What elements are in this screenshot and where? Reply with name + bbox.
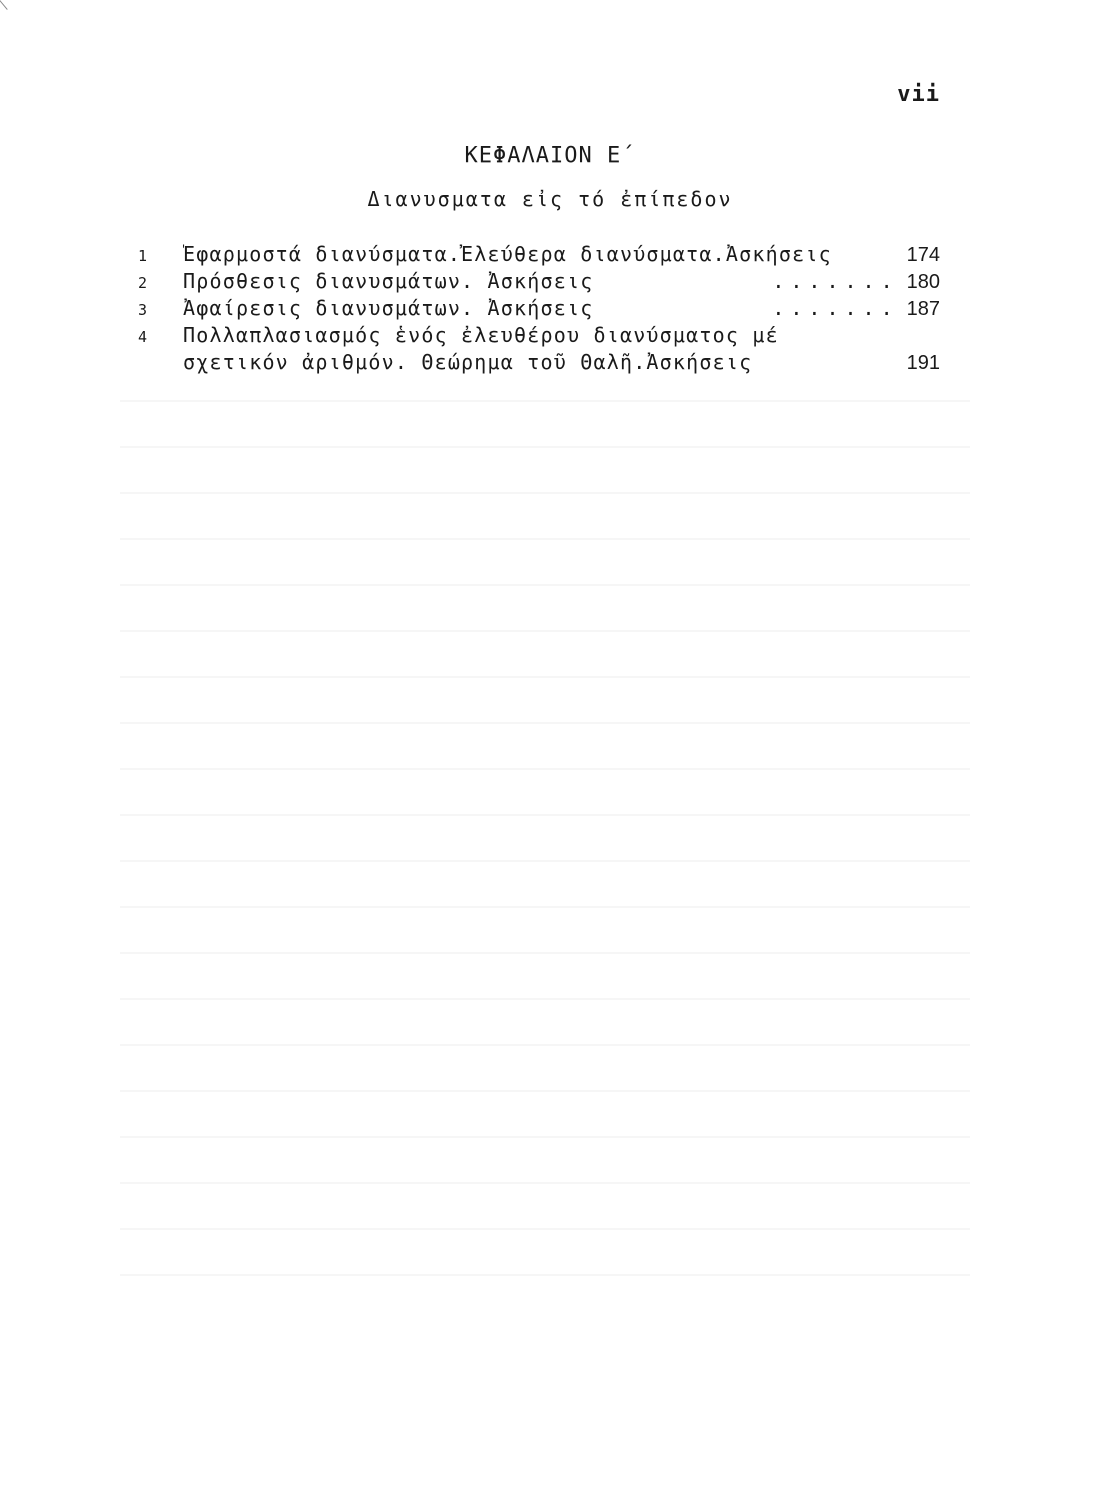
toc-entry-continuation xyxy=(138,350,940,376)
toc-entry-number: 1 xyxy=(138,247,149,265)
toc-entry-title-continuation: σχετικόν ἀριθμόν. Θεώρημα τοῦ Θαλῆ.Ἀσκήσεις xyxy=(183,350,753,374)
toc-entry-title: Ἀφαίρεσις διανυσμάτων. Ἀσκήσεις xyxy=(183,296,594,320)
toc-entry-leader-dots: ....... xyxy=(772,296,899,320)
toc-entry-page: 174 xyxy=(906,244,940,266)
toc-entry xyxy=(138,296,940,323)
toc-entry-page: 191 xyxy=(906,352,940,374)
toc-entry xyxy=(138,269,940,296)
toc-entry xyxy=(138,323,940,350)
page-number: vii xyxy=(897,82,940,107)
toc-entry-title: Πρόσθεσις διανυσμάτων. Ἀσκήσεις xyxy=(183,269,594,293)
toc-entry-number: 3 xyxy=(138,301,149,319)
toc-entry-page: 180 xyxy=(906,271,940,293)
toc-entry-title: Ἐφαρμοστά διανύσματα.Ἐλεύθερα διανύσματα.Ἀσκήσεις xyxy=(183,242,832,266)
chapter-heading: ΚΕΦΑΛΑΙΟΝ Ε΄ xyxy=(464,143,636,168)
toc-entry-page: 187 xyxy=(906,298,940,320)
toc-entry-leader-dots: ....... xyxy=(772,269,899,293)
show-through-background xyxy=(120,400,970,1400)
toc-entry-number: 2 xyxy=(138,274,149,292)
table-of-contents xyxy=(138,242,940,376)
toc-entry-title: Πολλαπλασιασμός ἑνός ἐλευθέρου διανύσματος μέ xyxy=(183,323,779,347)
chapter-subtitle: Διανυσματα εἰς τό ἐπίπεδον xyxy=(367,187,733,211)
scan-corner-mark xyxy=(0,0,8,18)
toc-entry-number: 4 xyxy=(138,328,149,346)
toc-entry xyxy=(138,242,940,269)
